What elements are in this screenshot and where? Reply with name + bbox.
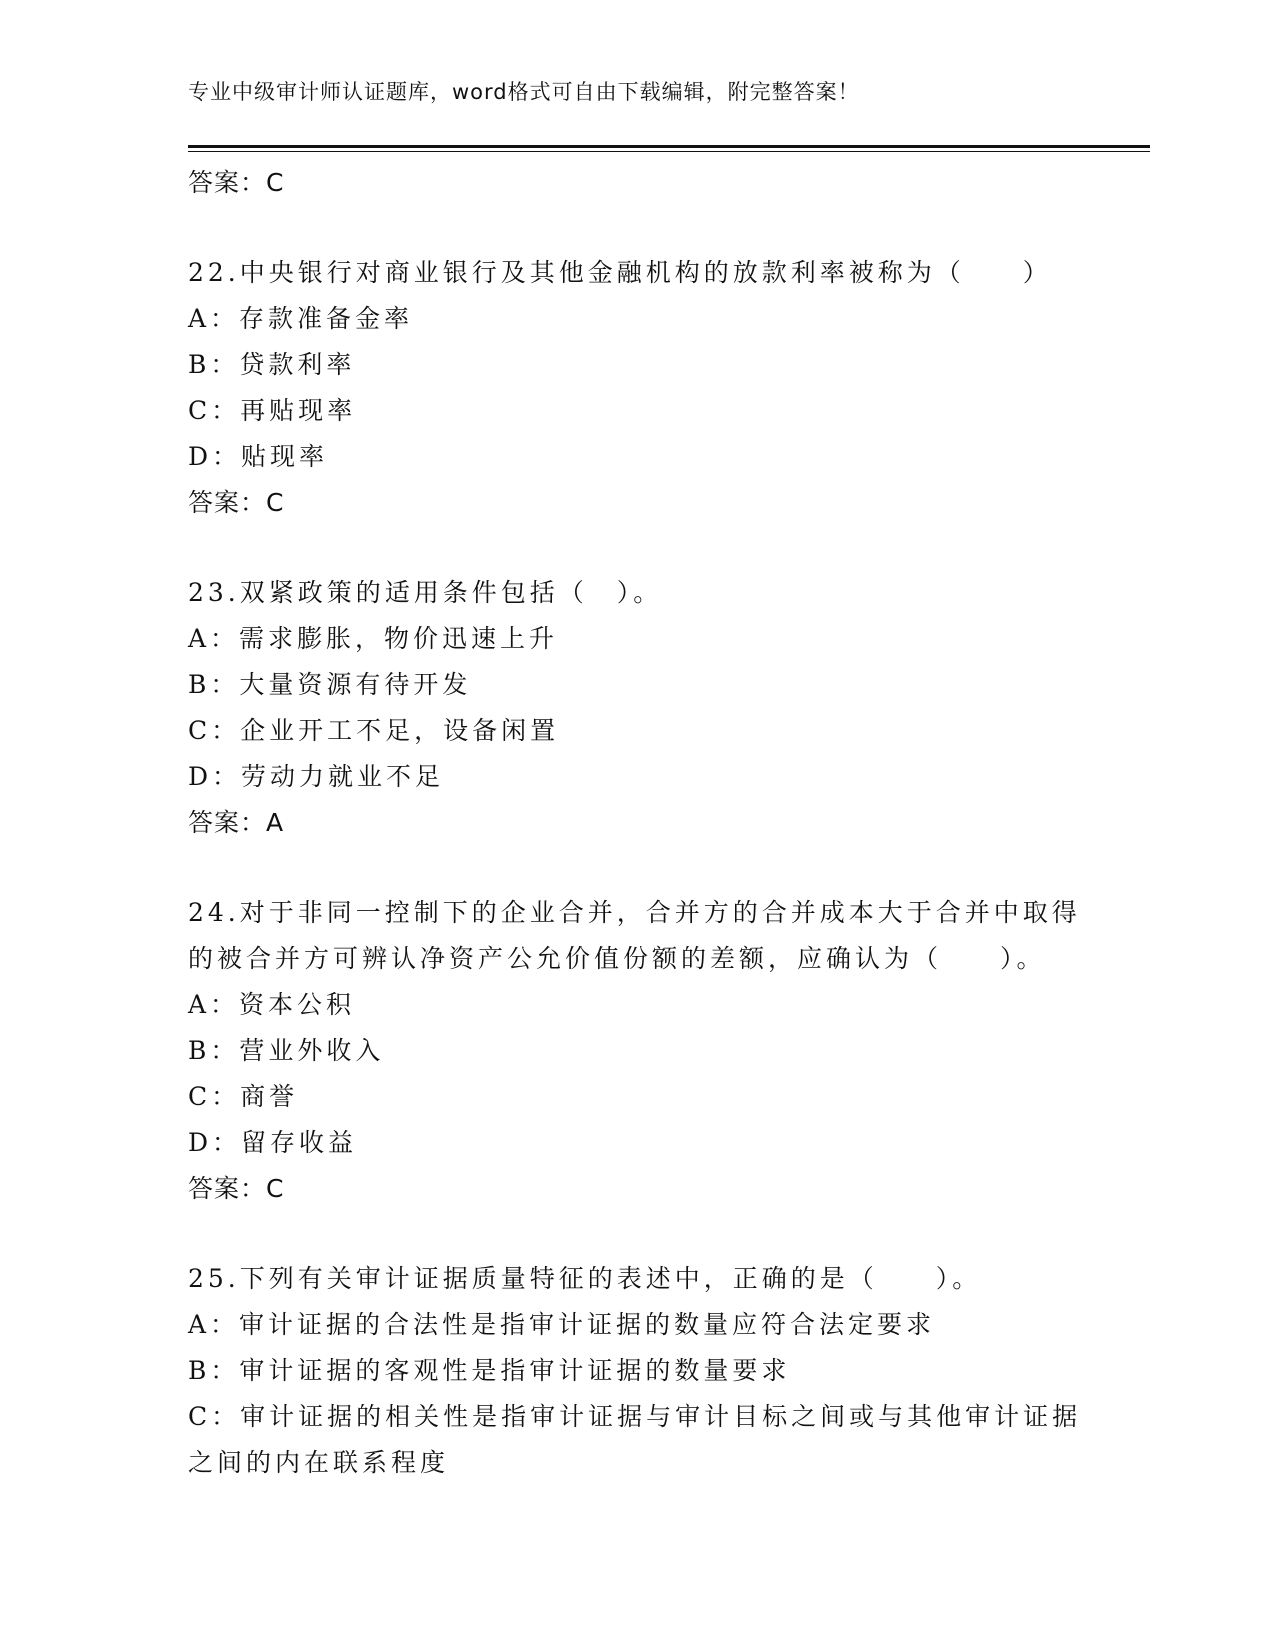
option-c-cont: 之间的内在联系程度 — [188, 1448, 450, 1477]
question-23 — [188, 570, 1088, 846]
option-b: B：营业外收入 — [188, 1036, 385, 1065]
option-c: C：审计证据的相关性是指审计证据与审计目标之间或与其他审计证据 — [188, 1402, 1082, 1431]
question-stem-cont: 的被合并方可辨认净资产公允价值份额的差额，应确认为（ ）。 — [188, 944, 1046, 973]
page-header: 专业中级审计师认证题库，word格式可自由下载编辑，附完整答案！ — [188, 80, 860, 104]
option-b: B：大量资源有待开发 — [188, 670, 472, 699]
answer-line: 答案：C — [188, 488, 285, 517]
option-a: A：需求膨胀，物价迅速上升 — [188, 624, 559, 653]
answer-line: 答案：A — [188, 808, 285, 837]
option-c: C：再贴现率 — [188, 396, 357, 425]
question-stem: 25.下列有关审计证据质量特征的表述中，正确的是（ ）。 — [188, 1264, 982, 1293]
option-d: D：劳动力就业不足 — [188, 762, 445, 791]
question-22 — [188, 250, 1088, 526]
question-25 — [188, 1256, 1088, 1486]
option-b: B：审计证据的客观性是指审计证据的数量要求 — [188, 1356, 791, 1385]
answer-line: 答案：C — [188, 168, 285, 197]
question-stem: 23.双紧政策的适用条件包括（ ）。 — [188, 578, 663, 607]
question-stem: 22.中央银行对商业银行及其他金融机构的放款利率被称为（ ） — [188, 258, 1052, 287]
option-d: D：留存收益 — [188, 1128, 358, 1157]
header-rule-thin — [188, 151, 1150, 152]
option-a: A：存款准备金率 — [188, 304, 414, 333]
option-d: D：贴现率 — [188, 442, 329, 471]
option-c: C：商誉 — [188, 1082, 299, 1111]
option-b: B：贷款利率 — [188, 350, 356, 379]
question-24 — [188, 890, 1088, 1212]
question-stem: 24.对于非同一控制下的企业合并，合并方的合并成本大于合并中取得 — [188, 898, 1081, 927]
option-c: C：企业开工不足，设备闲置 — [188, 716, 560, 745]
option-a: A：审计证据的合法性是指审计证据的数量应符合法定要求 — [188, 1310, 936, 1339]
answer-line: 答案：C — [188, 1174, 285, 1203]
header-rule — [188, 145, 1150, 148]
document-body — [188, 160, 1088, 1486]
option-a: A：资本公积 — [188, 990, 356, 1019]
